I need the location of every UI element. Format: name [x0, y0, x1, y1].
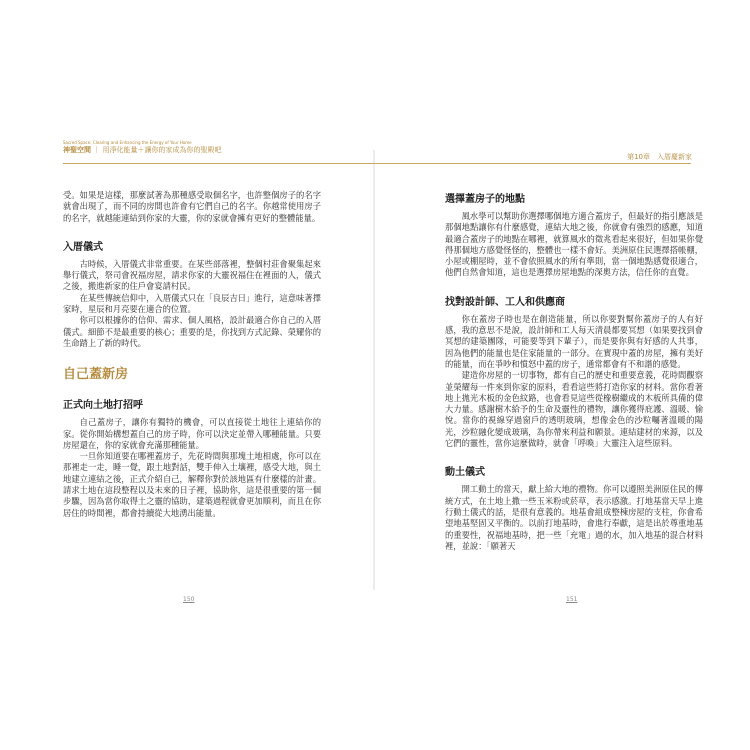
page-number: 151 [566, 596, 578, 603]
section-heading-greet-the-land: 正式向土地打招呼 [63, 400, 143, 412]
series-title [63, 145, 353, 155]
section-heading-choose-site: 選擇蓋房子的地點 [445, 194, 525, 205]
english-subtitle: Sacred Space: Clearing and Enhancing the Energy of Your Home [63, 140, 192, 145]
paragraph: 你可以根據你的信仰、需求、個人風格，設計最適合你自己的入厝儀式。細節不是最重要的核心；重要的是，你找到方式記錄、榮耀你的生命踏上了新的時代。 [63, 315, 321, 348]
opening-paragraph: 受。如果是這樣，那麼試著為那種感受取個名字，也許整個房子的名字就會出現了，而不同的房間也許會有它們自己的名字。你越常使用房子的名字，就越能連結到你家的大靈，你的家就會擁有更好的整體能量。 [63, 190, 321, 223]
series-separator: ｜ [93, 146, 101, 154]
paragraph: 風水學可以幫助你選擇哪個地方適合蓋房子，但最好的指引應該是那個地點讓你有什麼感覺，連結大地之後，你就會有強烈的感應，知道最適合蓋房子的地點在哪裡，就算風水的徵兆看起來很好，但如果你覺得那個地方感覺怪怪的，整體也一樣不會好。美洲原住民選擇搭帳棚，小屋或棚屋時，並不會依照風水的所有準則，當一個地點感覺很適合，他們自然會知道，這也是選擇房屋地點的深奧方法，信任你的直覺。 [445, 211, 703, 278]
section-heading-find-builders: 找對設計師、工人和供應商 [445, 296, 565, 308]
paragraph: 古時候，入厝儀式非常重要。在某些部落裡，整個村莊會聚集起來舉行儀式，祭司會祝福房屋，請求你家的大靈祝福住在裡面的人，儀式之後，搬進新家的住戶會宴請村民。 [63, 258, 321, 292]
series-subtitle: 用淨化能量＋讓你的家成為你的聖殿吧 [102, 146, 222, 154]
paragraph: 建造你房屋的一切事物，都有自己的歷史和重要意義，花時間觀察並榮耀每一件來到你家的原料，看看這些將打造你家的材料。當你看著地上拋光木板的金色紋路，也會看見這些從橡樹繼成的木板所具備的偉大力量。感謝樹木給予的生命及靈性的禮物，讓你獲得庇護、溫暖、愉悅。當你的視線穿過窗戶的透明玻璃，想像金色的沙粒囑著溫暖的陽光，沙粒融化變成玻璃，為你帶來利益和願景。連結建材的來源，以及它們的靈性，當你這麼做時，就會「呼喚」大靈注入這些原料。 [445, 370, 703, 449]
chapter-header: 第10章 入厝慶新家 [627, 153, 692, 161]
section-heading-housewarming-ceremony: 入厝儀式 [63, 241, 103, 253]
section-title-build-your-own-house: 自己蓋新房 [63, 367, 129, 383]
section-heading-groundbreaking: 動土儀式 [445, 467, 485, 479]
running-header [63, 140, 353, 155]
page-number: 150 [183, 596, 195, 603]
paragraph: 你在蓋房子時也是在創造能量，所以你要對幫你蓋房子的人有好感，我的意思不是說，設計師和工人每天清晨都要冥想（如果要找到會冥想的建築團隊，可能要等到下輩子），而是要你與有好感的人共事，因為他們的能量也是住家能量的一部分。在實現中蓋的房屋，擁有美好的能量，而在爭吵和憤怒中蓋的房子，通常都會有不和諧的感覺。 [445, 313, 703, 369]
paragraph: 自己蓋房子，讓你有獨特的機會，可以直接從土地往上連結你的家。從你開始構想蓋自己的房子時，你可以決定並帶入哪種能量。只要房屋還在，你的家就會充滿那種能量。 [63, 417, 321, 450]
left-page-body [63, 190, 321, 519]
right-page [375, 0, 750, 750]
series-brand: 神聖空間 [63, 146, 91, 154]
paragraph: 開工動土的當天，獻上給大地的禮物。你可以遵照美洲原住民的傳統方式，在土地上撒一些玉米粉或菸草，表示感激。打地基當天早上進行動土儀式的話，是很有意義的。地基會組成整棟房屋的支柱，你會希望地基堅固又平衡的。以前打地基時，會進行奉獻，這是出於尊重地基的重要性，祝福地基時，把一些「充電」過的水，加入地基的混合材料裡，並說：「願著天 [445, 484, 703, 551]
paragraph: 在某些傳統信仰中，入厝儀式只在「良辰吉日」進行，這意味著擇家時，星辰和月亮要在適合的位置。 [63, 292, 321, 315]
right-page-body [445, 190, 703, 552]
paragraph: 一旦你知道要在哪裡蓋房子，先花時間與那塊土地相處，你可以在那裡走一走，睡一覺，跟土地對話，雙手伸入土壤裡，感受大地，與土地建立連結之後，正式介紹自己，解釋你對於該地區有什麼樣的計畫。請求土地在這段整程以及未來的日子裡，協助你，這是很重要的第一個步驟，因為當你取得土之靈的協助，建築過程就會更加順利，而且在你居住的時間裡，都會持續從大地湧出能量。 [63, 451, 321, 518]
